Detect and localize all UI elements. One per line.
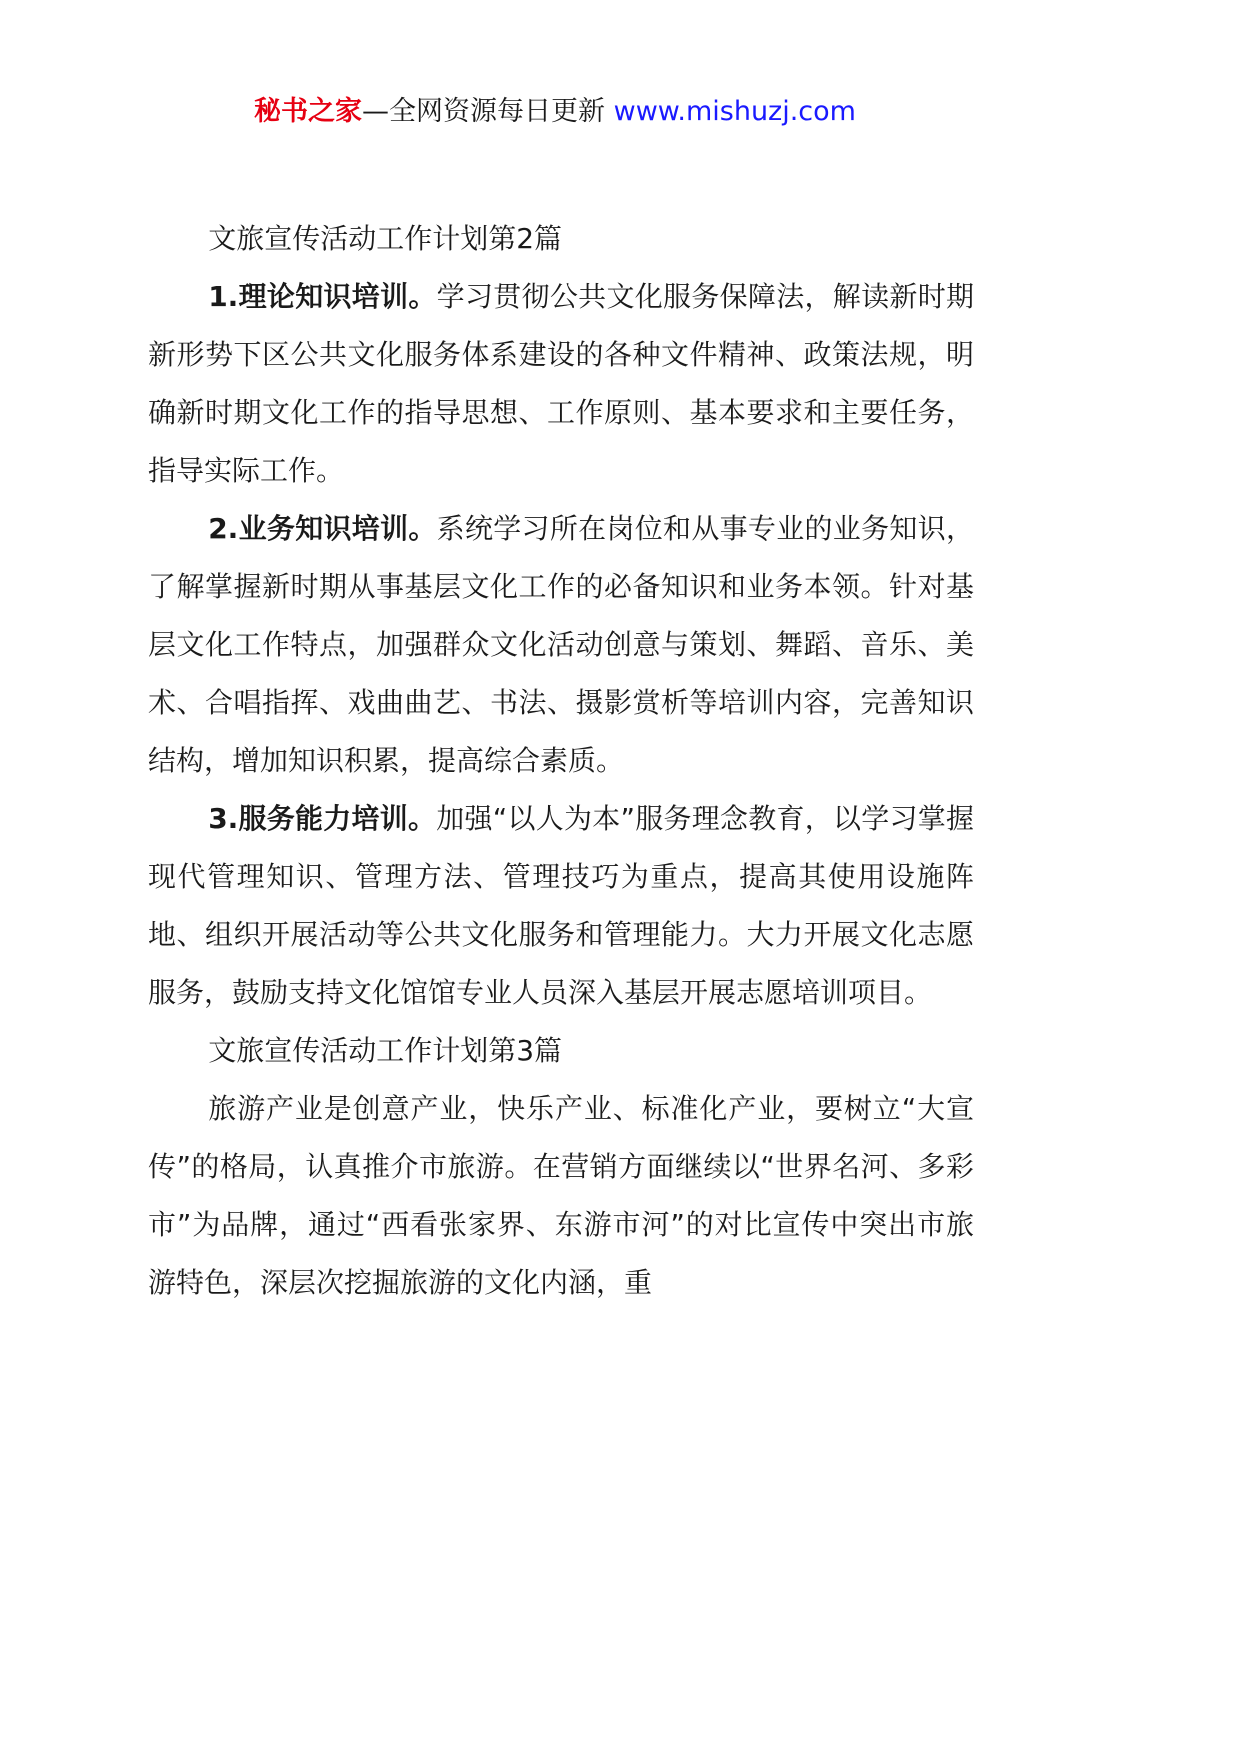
site-tagline: —全网资源每日更新: [362, 96, 606, 127]
section-heading-text: 文旅宣传活动工作计划第2篇: [208, 222, 563, 255]
paragraph-text: 系统学习所在岗位和从事专业的业务知识，了解掌握新时期从事基层文化工作的必备知识和业务本领。针对基层文化工作特点，加强群众文化活动创意与策划、舞蹈、音乐、美术、合唱指挥、戏曲曲艺、书法、摄影赏析等培训内容，完善知识结构，增加知识积累，提高综合素质。: [148, 512, 974, 777]
site-header: [0, 92, 1110, 132]
paragraph: [148, 500, 974, 790]
paragraph-text: 学习贯彻公共文化服务保障法，解读新时期新形势下区公共文化服务体系建设的各种文件精神、政策法规，明确新时期文化工作的指导思想、工作原则、基本要求和主要任务，指导实际工作。: [148, 280, 974, 487]
site-brand: 秘书之家: [254, 96, 363, 127]
section-heading-text: 文旅宣传活动工作计划第3篇: [208, 1034, 563, 1067]
paragraph: [148, 268, 974, 500]
paragraph: [148, 790, 974, 1022]
paragraph-text: 加强“以人为本”服务理念教育，以学习掌握现代管理知识、管理方法、管理技巧为重点，提高其使用设施阵地、组织开展活动等公共文化服务和管理能力。大力开展文化志愿服务，鼓励支持文化馆馆专业人员深入基层开展志愿培训项目。: [148, 802, 975, 1009]
paragraph-lead: 3.服务能力培训。: [208, 802, 437, 835]
section-heading: [148, 210, 974, 268]
document-body: [148, 210, 974, 1312]
paragraph-text: 旅游产业是创意产业，快乐产业、标准化产业，要树立“大宣传”的格局，认真推介市旅游。在营销方面继续以“世界名河、多彩市”为品牌，通过“西看张家界、东游市河”的对比宣传中突出市旅游特色，深层次挖掘旅游的文化内涵，重: [148, 1092, 974, 1299]
site-url-link[interactable]: www.mishuzj.com: [613, 96, 856, 127]
paragraph-lead: 1.理论知识培训。: [208, 280, 437, 313]
paragraph: [148, 1080, 974, 1312]
paragraph-lead: 2.业务知识培训。: [208, 512, 437, 545]
section-heading: [148, 1022, 974, 1080]
